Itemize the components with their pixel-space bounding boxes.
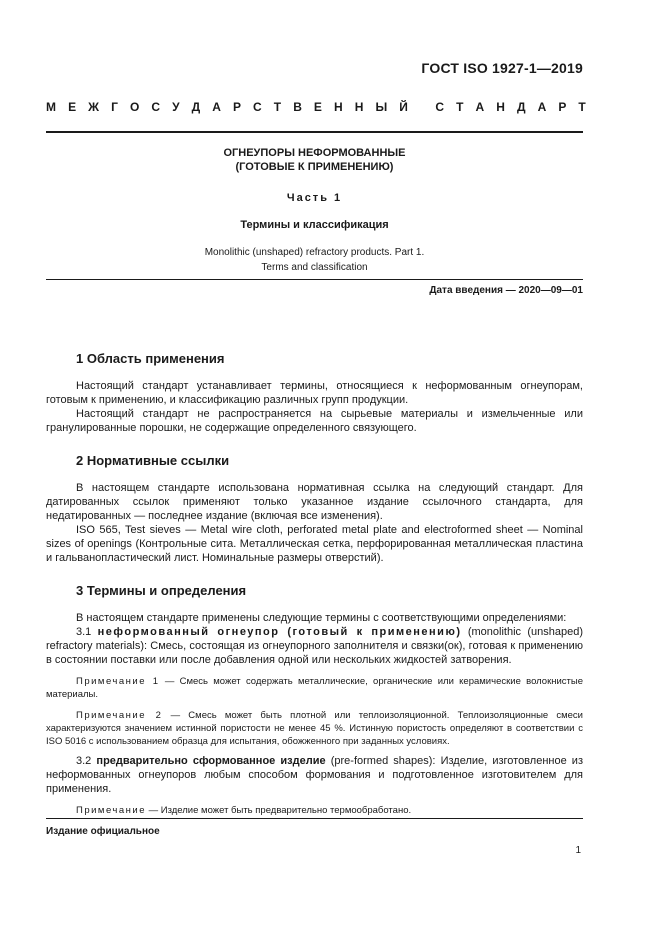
heading-letter: Т xyxy=(273,100,282,114)
title-line-2: (ГОТОВЫЕ К ПРИМЕНЕНИЮ) xyxy=(235,161,394,173)
note-label: Примечание xyxy=(76,805,146,816)
heading-letter: А xyxy=(212,100,221,114)
paragraph: В настоящем стандарте применены следующие термины с соответствующими определениями: xyxy=(76,612,567,624)
heading-letter: Й xyxy=(399,100,408,114)
heading-letter xyxy=(420,100,423,114)
title-block xyxy=(46,146,583,275)
note-2 xyxy=(46,709,583,748)
page-number: 1 xyxy=(575,845,581,856)
heading-letter: Д xyxy=(191,100,201,114)
document-title xyxy=(46,146,583,174)
date-rule xyxy=(46,279,583,280)
heading-letter: Р xyxy=(232,100,241,114)
term-3-1 xyxy=(46,625,583,667)
english-title-line-1: Monolithic (unshaped) refractory products. Part 1. xyxy=(204,247,425,258)
note-label: Примечание 2 xyxy=(76,710,163,721)
note-text: — Смесь может быть плотной или теплоизоляционной. Теплоизоляционные смеси характеризуются значением истинной пористости не менее 45 %. Истинную пористость определяют в соответствии с ISO 5016 с использованием образца для испытания, обожженного при заданных условиях. xyxy=(46,710,583,747)
heading-letter: Н xyxy=(496,100,505,114)
term-definition: (monolithic (unshaped) refractory materials): Смесь, состоящая из огнеупорного заполнителя и связки(ок), готовая к применению в состоянии поставки или после добавления одной или нескольких жидкостей затворения. xyxy=(46,626,583,666)
title-line-1: ОГНЕУПОРЫ НЕФОРМОВАННЫЕ xyxy=(223,147,406,159)
term-number: 3.2 xyxy=(76,755,92,767)
heading-letter: Р xyxy=(558,100,567,114)
note-1 xyxy=(46,675,583,701)
part-label: Часть 1 xyxy=(286,192,343,204)
heading-letter: Д xyxy=(516,100,526,114)
heading-letter: Е xyxy=(68,100,77,114)
heading-letter: Г xyxy=(111,100,118,114)
note-label: Примечание 1 xyxy=(76,676,160,687)
heading-letter: Е xyxy=(313,100,322,114)
english-title-line-2: Terms and classification xyxy=(261,262,368,273)
term-definition: (pre-formed shapes): Изделие, изготовленное из неформованных огнеупоров любым способом формования и подготовленное изготовителем для применения. xyxy=(46,755,583,795)
heading-letter: Н xyxy=(334,100,343,114)
heading-letter: О xyxy=(129,100,140,114)
section-heading: 1 Область применения xyxy=(76,351,225,366)
section-2 xyxy=(46,453,583,565)
document-subtitle: Термины и классификация xyxy=(240,219,389,231)
interstate-standard-heading xyxy=(46,100,586,114)
heading-letter: Н xyxy=(354,100,364,114)
note-text: — Изделие может быть предварительно термообработано. xyxy=(146,805,412,816)
paragraph: Настоящий стандарт не распространяется на сырьевые материалы и измельченные или гранулированные порошки, не содержащие определенного связующего. xyxy=(46,408,583,434)
heading-letter: Ж xyxy=(88,100,99,114)
heading-letter: У xyxy=(172,100,180,114)
term-name: предварительно сформованное изделие xyxy=(96,755,326,767)
term-3-2 xyxy=(46,754,583,796)
paragraph: ISO 565, Test sieves — Metal wire cloth, perforated metal plate and electroformed sheet — Nominal sizes of openings (Контрольные сита. Металлическая сетка, перфорированная металлическая пластина и гальванопластический лист. Номинальные размеры отверстий). xyxy=(46,524,583,564)
heading-letter: Т xyxy=(456,100,464,114)
heading-letter: М xyxy=(46,100,56,114)
section-3 xyxy=(46,583,583,817)
heading-letter: А xyxy=(537,100,547,114)
introduction-date: Дата введения — 2020—09—01 xyxy=(429,285,583,296)
heading-letter: Ы xyxy=(375,100,388,114)
section-1 xyxy=(46,351,583,435)
note-3 xyxy=(46,804,583,817)
header-rule xyxy=(46,131,583,133)
heading-letter: В xyxy=(293,100,302,114)
section-heading: 3 Термины и определения xyxy=(76,583,247,598)
document-body xyxy=(46,351,583,835)
heading-letter: А xyxy=(475,100,485,114)
heading-letter: С xyxy=(151,100,161,114)
official-edition-label: Издание официальное xyxy=(46,826,160,837)
section-heading: 2 Нормативные ссылки xyxy=(76,453,230,468)
term-name: неформованный огнеупор (готовый к применению) xyxy=(97,626,462,638)
english-title xyxy=(46,245,583,275)
footer-rule xyxy=(46,818,583,819)
heading-letter: Т xyxy=(578,100,586,114)
document-code: ГОСТ ISO 1927-1—2019 xyxy=(421,60,583,76)
paragraph: В настоящем стандарте использована нормативная ссылка на следующий стандарт. Для датированных ссылок применяют только указанное издание ссылочного стандарта, для недатированных — последнее издание (включая все изменения). xyxy=(46,482,583,522)
note-text: — Смесь может содержать металлические, органические или керамические волокнистые материалы. xyxy=(46,676,583,700)
heading-letter: С xyxy=(253,100,262,114)
paragraph: Настоящий стандарт устанавливает термины, относящиеся к неформованным огнеупорам, готовым к применению, и классификацию различных групп продукции. xyxy=(46,380,583,406)
heading-letter: С xyxy=(435,100,445,114)
term-number: 3.1 xyxy=(76,626,92,638)
